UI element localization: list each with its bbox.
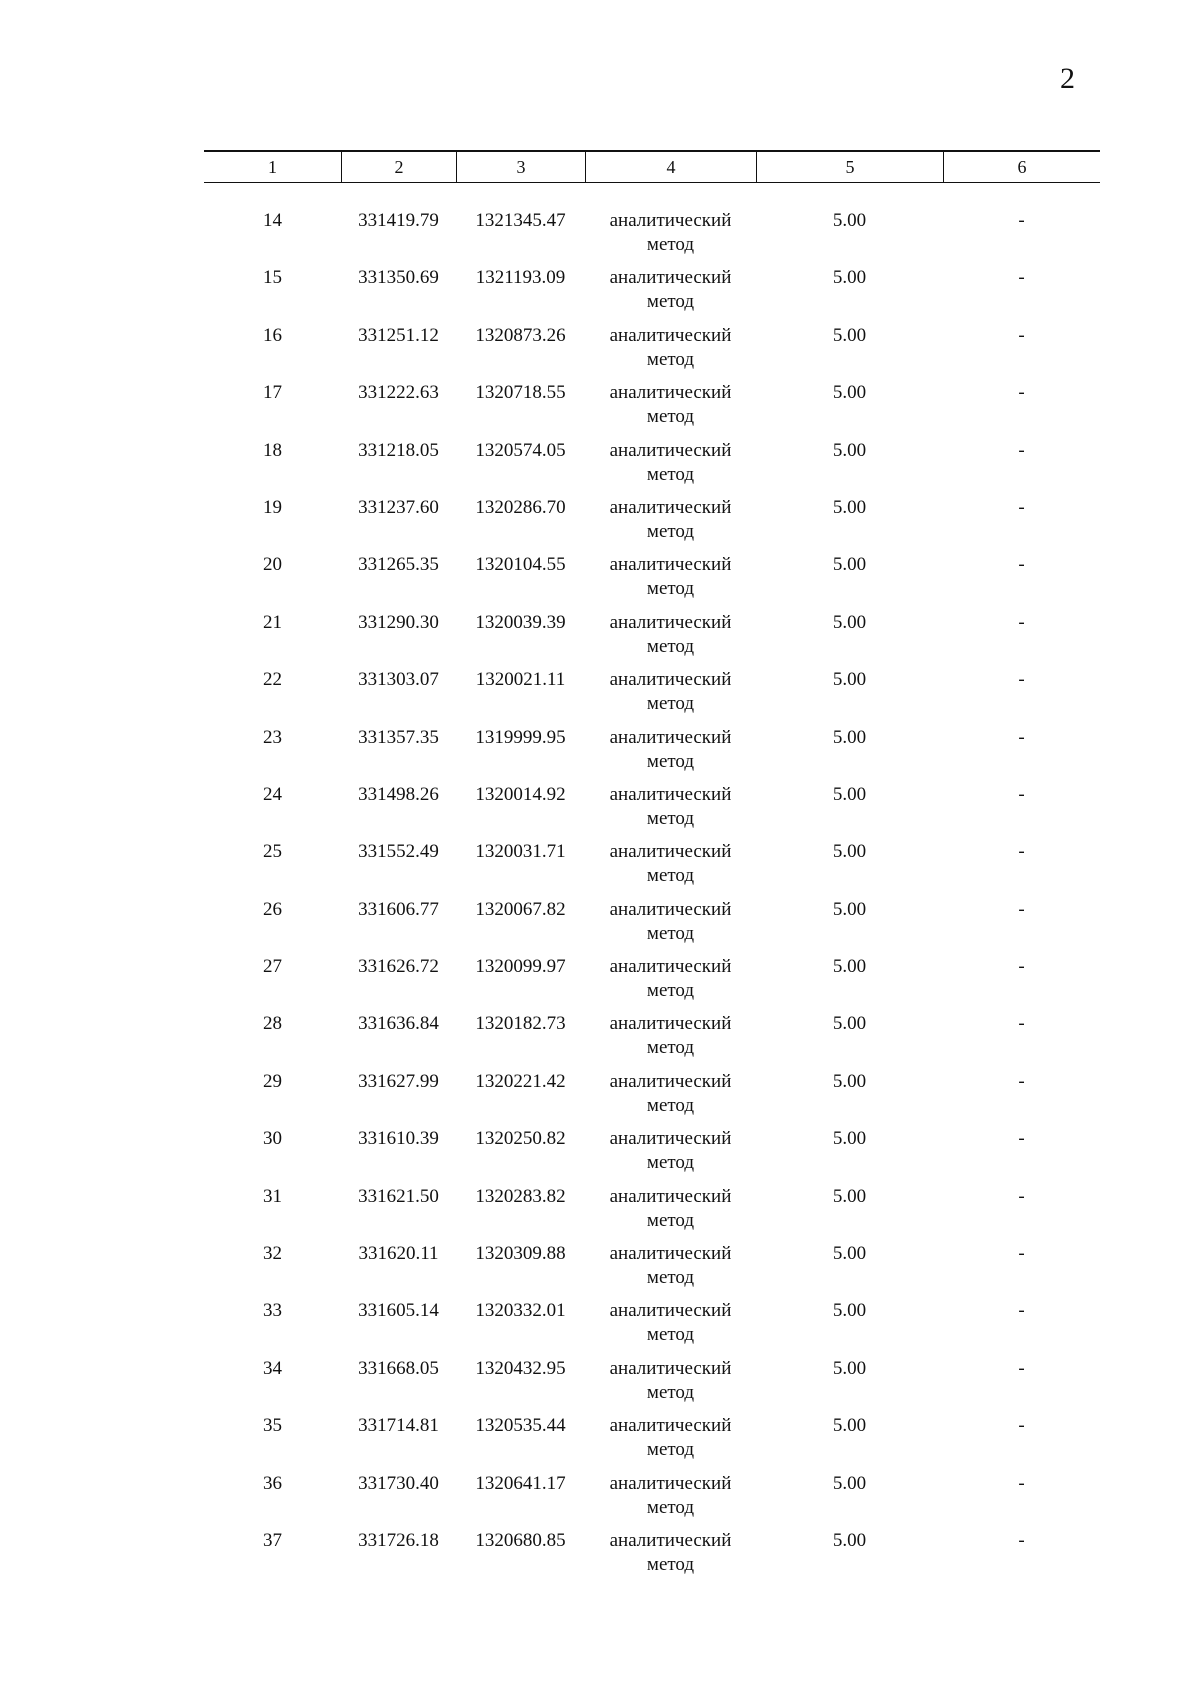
coordinate-y: 1320535.44 — [475, 1415, 566, 1437]
note-value: - — [1018, 1529, 1025, 1551]
method-cell — [585, 1185, 756, 1242]
method-line-1: аналитический — [609, 1472, 732, 1494]
table-row — [204, 1357, 1100, 1414]
point-number: 16 — [263, 324, 282, 346]
point-number: 29 — [263, 1070, 282, 1092]
coordinate-x: 331552.49 — [358, 841, 439, 863]
table-row — [204, 209, 1100, 266]
note-value: - — [1018, 267, 1025, 289]
coordinate-x: 331726.18 — [358, 1529, 439, 1551]
method-cell — [585, 726, 756, 783]
method-cell — [585, 1070, 756, 1127]
coordinate-y: 1320574.05 — [475, 439, 566, 461]
table-row — [204, 611, 1100, 668]
coordinate-x: 331668.05 — [358, 1357, 439, 1379]
method-cell — [585, 1357, 756, 1414]
coordinate-x: 331419.79 — [358, 210, 439, 231]
coordinate-y: 1320221.42 — [475, 1070, 566, 1092]
coordinate-y: 1320039.39 — [475, 611, 566, 633]
accuracy-value: 5.00 — [832, 554, 867, 576]
coordinate-y: 1320286.70 — [475, 496, 566, 518]
header-col-2: 2 — [341, 152, 456, 182]
table-body — [204, 209, 1100, 1586]
note-value: - — [1018, 841, 1025, 863]
table-row — [204, 439, 1100, 496]
table-header-row — [204, 150, 1100, 183]
table-row — [204, 1070, 1100, 1127]
table-row — [204, 1299, 1100, 1356]
table-row — [204, 726, 1100, 783]
method-cell — [585, 840, 756, 897]
method-line-1: аналитический — [609, 1013, 732, 1035]
point-number: 31 — [263, 1185, 282, 1207]
accuracy-value: 5.00 — [832, 783, 867, 805]
point-number: 28 — [263, 1013, 282, 1035]
coordinate-y: 1321345.47 — [475, 210, 566, 231]
method-cell — [585, 1127, 756, 1184]
method-line-1: аналитический — [609, 611, 732, 633]
accuracy-value: 5.00 — [832, 1070, 867, 1092]
coordinate-y: 1320641.17 — [475, 1472, 566, 1494]
table-row — [204, 955, 1100, 1012]
note-value: - — [1018, 554, 1025, 576]
method-cell — [585, 1012, 756, 1069]
note-value: - — [1018, 382, 1025, 404]
coordinate-x: 331222.63 — [358, 382, 439, 404]
point-number: 17 — [263, 382, 282, 404]
coordinate-y: 1321193.09 — [475, 267, 566, 289]
note-value: - — [1018, 669, 1025, 691]
coordinate-x: 331620.11 — [358, 1243, 439, 1265]
method-line-2: метод — [646, 635, 695, 657]
coordinate-y: 1320718.55 — [475, 382, 566, 404]
method-line-1: аналитический — [609, 382, 732, 404]
method-cell — [585, 1414, 756, 1471]
note-value: - — [1018, 1472, 1025, 1494]
point-number: 25 — [263, 841, 282, 863]
accuracy-value: 5.00 — [832, 1472, 867, 1494]
coordinate-x: 331237.60 — [358, 496, 439, 518]
coordinate-x: 331605.14 — [358, 1300, 439, 1322]
coordinate-x: 331290.30 — [358, 611, 439, 633]
method-line-1: аналитический — [609, 439, 732, 461]
accuracy-value: 5.00 — [832, 1185, 867, 1207]
accuracy-value: 5.00 — [832, 611, 867, 633]
table-row — [204, 1529, 1100, 1586]
table-row — [204, 324, 1100, 381]
point-number: 27 — [263, 956, 282, 978]
method-line-2: метод — [646, 1496, 695, 1518]
note-value: - — [1018, 1128, 1025, 1150]
method-cell — [585, 1472, 756, 1529]
coordinate-x: 331218.05 — [358, 439, 439, 461]
method-line-1: аналитический — [609, 554, 732, 576]
method-cell — [585, 553, 756, 610]
point-number: 30 — [263, 1128, 282, 1150]
header-col-6: 6 — [943, 152, 1100, 182]
table-row — [204, 1472, 1100, 1529]
coordinate-y: 1320067.82 — [475, 898, 566, 920]
accuracy-value: 5.00 — [832, 1529, 867, 1551]
method-line-2: метод — [646, 234, 695, 255]
coordinate-y: 1320680.85 — [475, 1529, 566, 1551]
coordinate-y: 1320432.95 — [475, 1357, 566, 1379]
accuracy-value: 5.00 — [832, 210, 867, 231]
method-line-1: аналитический — [609, 496, 732, 518]
method-cell — [585, 898, 756, 955]
note-value: - — [1018, 210, 1025, 231]
table-row — [204, 266, 1100, 323]
point-number: 24 — [263, 783, 282, 805]
method-line-1: аналитический — [609, 1128, 732, 1150]
method-cell — [585, 1299, 756, 1356]
accuracy-value: 5.00 — [832, 1300, 867, 1322]
method-line-1: аналитический — [609, 1529, 732, 1551]
note-value: - — [1018, 439, 1025, 461]
note-value: - — [1018, 783, 1025, 805]
note-value: - — [1018, 1243, 1025, 1265]
accuracy-value: 5.00 — [832, 1013, 867, 1035]
method-line-2: метод — [646, 1209, 695, 1231]
page-number: 2 — [1060, 62, 1075, 95]
method-line-2: метод — [646, 1037, 695, 1059]
accuracy-value: 5.00 — [832, 956, 867, 978]
coordinate-y: 1320182.73 — [475, 1013, 566, 1035]
coordinate-y: 1320021.11 — [475, 669, 566, 691]
method-line-2: метод — [646, 578, 695, 600]
coordinate-x: 331627.99 — [358, 1070, 439, 1092]
table-row — [204, 1127, 1100, 1184]
method-cell — [585, 955, 756, 1012]
accuracy-value: 5.00 — [832, 496, 867, 518]
method-line-2: метод — [646, 1152, 695, 1174]
coordinate-x: 331303.07 — [358, 669, 439, 691]
method-cell — [585, 381, 756, 438]
method-line-1: аналитический — [609, 1300, 732, 1322]
accuracy-value: 5.00 — [832, 726, 867, 748]
table-row — [204, 898, 1100, 955]
method-cell — [585, 1529, 756, 1586]
method-line-1: аналитический — [609, 210, 732, 231]
note-value: - — [1018, 1185, 1025, 1207]
method-line-1: аналитический — [609, 783, 732, 805]
accuracy-value: 5.00 — [832, 1243, 867, 1265]
coordinate-y: 1320099.97 — [475, 956, 566, 978]
table-row — [204, 840, 1100, 897]
coordinate-y: 1320104.55 — [475, 554, 566, 576]
coordinate-y: 1320332.01 — [475, 1300, 566, 1322]
point-number: 20 — [263, 554, 282, 576]
method-cell — [585, 324, 756, 381]
method-line-2: метод — [646, 348, 695, 370]
method-line-1: аналитический — [609, 726, 732, 748]
method-line-1: аналитический — [609, 898, 732, 920]
coordinate-y: 1320014.92 — [475, 783, 566, 805]
table-row — [204, 1414, 1100, 1471]
method-line-1: аналитический — [609, 1070, 732, 1092]
table-row — [204, 1185, 1100, 1242]
coordinate-x: 331730.40 — [358, 1472, 439, 1494]
method-line-1: аналитический — [609, 669, 732, 691]
coordinate-y: 1320309.88 — [475, 1243, 566, 1265]
method-cell — [585, 439, 756, 496]
method-line-2: метод — [646, 807, 695, 829]
accuracy-value: 5.00 — [832, 1415, 867, 1437]
note-value: - — [1018, 1300, 1025, 1322]
point-number: 36 — [263, 1472, 282, 1494]
note-value: - — [1018, 1070, 1025, 1092]
coordinate-y: 1320283.82 — [475, 1185, 566, 1207]
accuracy-value: 5.00 — [832, 898, 867, 920]
method-line-2: метод — [646, 1553, 695, 1575]
method-line-2: метод — [646, 693, 695, 715]
coordinate-x: 331251.12 — [358, 324, 439, 346]
table-row — [204, 553, 1100, 610]
method-cell — [585, 266, 756, 323]
method-line-2: метод — [646, 865, 695, 887]
point-number: 33 — [263, 1300, 282, 1322]
method-cell — [585, 209, 756, 266]
point-number: 26 — [263, 898, 282, 920]
note-value: - — [1018, 324, 1025, 346]
method-line-2: метод — [646, 463, 695, 485]
method-line-1: аналитический — [609, 1185, 732, 1207]
accuracy-value: 5.00 — [832, 669, 867, 691]
header-col-3: 3 — [456, 152, 585, 182]
method-line-2: метод — [646, 1324, 695, 1346]
accuracy-value: 5.00 — [832, 1357, 867, 1379]
point-number: 37 — [263, 1529, 282, 1551]
accuracy-value: 5.00 — [832, 324, 867, 346]
accuracy-value: 5.00 — [832, 267, 867, 289]
method-cell — [585, 611, 756, 668]
coordinate-y: 1320031.71 — [475, 841, 566, 863]
coordinate-x: 331626.72 — [358, 956, 439, 978]
table-row — [204, 496, 1100, 553]
coordinate-x: 331606.77 — [358, 898, 439, 920]
method-line-2: метод — [646, 1381, 695, 1403]
point-number: 34 — [263, 1357, 282, 1379]
method-line-2: метод — [646, 291, 695, 313]
method-line-2: метод — [646, 750, 695, 772]
method-line-2: метод — [646, 1267, 695, 1289]
note-value: - — [1018, 496, 1025, 518]
note-value: - — [1018, 1415, 1025, 1437]
table-row — [204, 783, 1100, 840]
method-line-1: аналитический — [609, 956, 732, 978]
point-number: 19 — [263, 496, 282, 518]
header-col-1: 1 — [268, 157, 277, 177]
table-row — [204, 381, 1100, 438]
point-number: 32 — [263, 1243, 282, 1265]
note-value: - — [1018, 1013, 1025, 1035]
coordinate-x: 331610.39 — [358, 1128, 439, 1150]
coordinate-x: 331621.50 — [358, 1185, 439, 1207]
method-line-1: аналитический — [609, 841, 732, 863]
coordinate-x: 331498.26 — [358, 783, 439, 805]
coordinate-y: 1320873.26 — [475, 324, 566, 346]
note-value: - — [1018, 956, 1025, 978]
note-value: - — [1018, 898, 1025, 920]
method-cell — [585, 783, 756, 840]
note-value: - — [1018, 726, 1025, 748]
method-line-2: метод — [646, 406, 695, 428]
table-row — [204, 1012, 1100, 1069]
method-cell — [585, 1242, 756, 1299]
method-cell — [585, 496, 756, 553]
method-line-1: аналитический — [609, 267, 732, 289]
method-line-1: аналитический — [609, 324, 732, 346]
accuracy-value: 5.00 — [832, 1128, 867, 1150]
coordinates-table — [204, 150, 1100, 1586]
accuracy-value: 5.00 — [832, 439, 867, 461]
table-row — [204, 1242, 1100, 1299]
note-value: - — [1018, 611, 1025, 633]
coordinate-x: 331714.81 — [358, 1415, 439, 1437]
accuracy-value: 5.00 — [832, 382, 867, 404]
table-row — [204, 668, 1100, 725]
method-line-1: аналитический — [609, 1357, 732, 1379]
coordinate-y: 1319999.95 — [475, 726, 566, 748]
point-number: 15 — [263, 267, 282, 289]
coordinate-x: 331357.35 — [358, 726, 439, 748]
point-number: 21 — [263, 611, 282, 633]
method-line-2: метод — [646, 1094, 695, 1116]
method-cell — [585, 668, 756, 725]
coordinate-y: 1320250.82 — [475, 1128, 566, 1150]
point-number: 22 — [263, 669, 282, 691]
note-value: - — [1018, 1357, 1025, 1379]
method-line-2: метод — [646, 520, 695, 542]
method-line-2: метод — [646, 1439, 695, 1461]
method-line-2: метод — [646, 980, 695, 1002]
method-line-2: метод — [646, 922, 695, 944]
point-number: 18 — [263, 439, 282, 461]
point-number: 14 — [263, 210, 282, 231]
coordinate-x: 331350.69 — [358, 267, 439, 289]
coordinate-x: 331265.35 — [358, 554, 439, 576]
method-line-1: аналитический — [609, 1243, 732, 1265]
coordinate-x: 331636.84 — [358, 1013, 439, 1035]
point-number: 35 — [263, 1415, 282, 1437]
header-col-5: 5 — [756, 152, 943, 182]
method-line-1: аналитический — [609, 1415, 732, 1437]
header-col-4: 4 — [585, 152, 756, 182]
accuracy-value: 5.00 — [832, 841, 867, 863]
point-number: 23 — [263, 726, 282, 748]
